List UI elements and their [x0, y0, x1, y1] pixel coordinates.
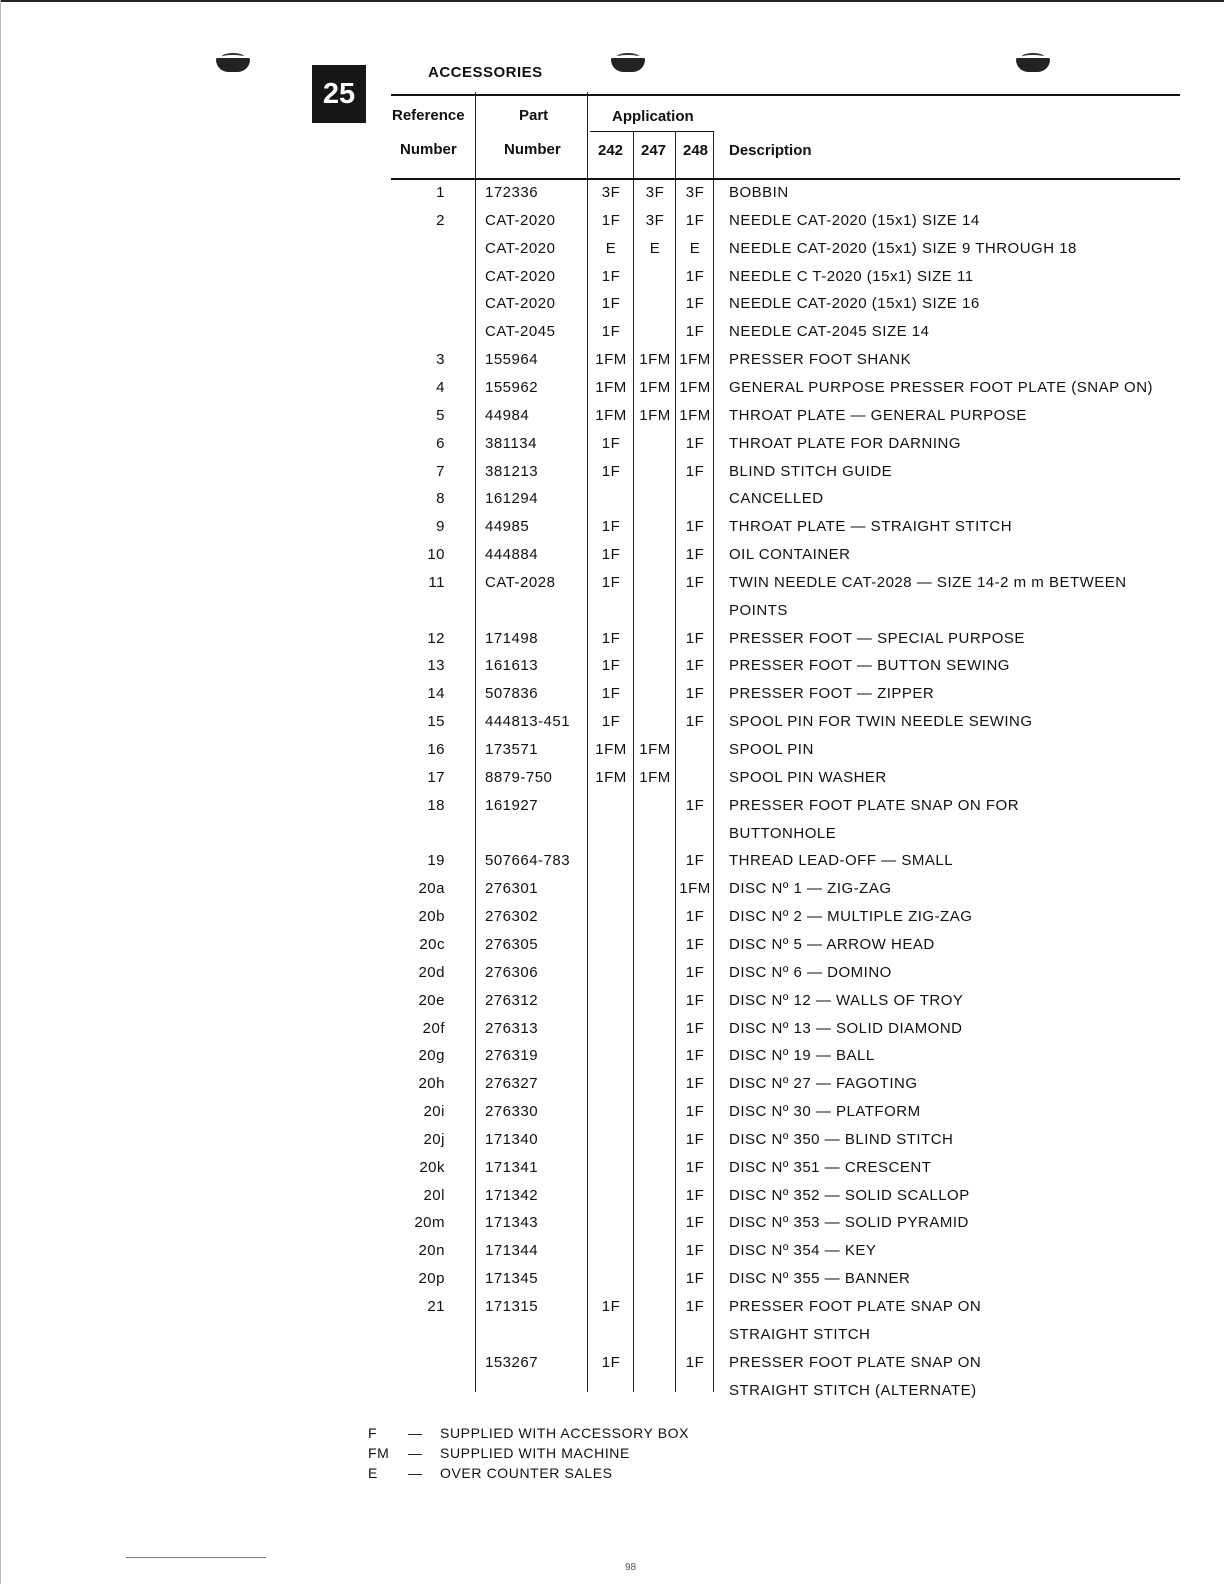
application-248-cell: 1F: [685, 629, 705, 647]
header-application: Application: [612, 108, 694, 125]
description-cell: BUTTONHOLE: [729, 824, 837, 842]
reference-number-cell: 17: [427, 768, 445, 786]
part-number-cell: 171344: [485, 1242, 539, 1260]
part-number-cell: 8879-750: [485, 768, 553, 786]
header-model-247: 247: [641, 142, 667, 159]
part-number-cell: 44984: [485, 406, 530, 424]
part-number-cell: 155964: [485, 351, 539, 369]
application-248-cell: 1F: [685, 1103, 705, 1121]
description-cell: PRESSER FOOT — ZIPPER: [729, 685, 935, 703]
description-cell: PRESSER FOOT — BUTTON SEWING: [729, 657, 1010, 675]
application-248-cell: 1F: [685, 1298, 705, 1315]
application-248-cell: 1F: [685, 1019, 705, 1037]
reference-number-cell: 20l: [423, 1186, 445, 1204]
application-248-cell: 1F: [685, 518, 705, 536]
application-248-cell: 1F: [685, 796, 705, 814]
application-248-cell: 1F: [685, 1214, 705, 1232]
reference-number-cell: 12: [427, 629, 445, 647]
header-reference: Reference: [392, 107, 465, 124]
reference-number-cell: 20g: [418, 1047, 445, 1065]
description-cell: THROAT PLATE — STRAIGHT STITCH: [729, 518, 1013, 536]
reference-number-cell: 8: [436, 490, 445, 508]
part-number-cell: 155962: [485, 378, 539, 396]
application-248-cell: 1F: [685, 1075, 705, 1093]
description-cell: DISC Nº 351 — CRESCENT: [729, 1158, 932, 1176]
part-number-cell: CAT-2020: [485, 239, 556, 257]
legend-dash: —: [408, 1425, 423, 1441]
header-model-248: 248: [683, 142, 709, 159]
application-248-cell: 1F: [685, 462, 705, 480]
part-number-cell: 276306: [485, 963, 539, 981]
application-247-cell: 1FM: [639, 351, 671, 369]
description-cell: BOBBIN: [729, 184, 789, 201]
description-cell: DISC Nº 355 — BANNER: [729, 1270, 911, 1288]
application-248-cell: 1FM: [679, 378, 711, 396]
reference-number-cell: 20m: [414, 1214, 445, 1232]
application-242-cell: 1FM: [595, 351, 627, 369]
application-248-cell: 1F: [685, 573, 705, 591]
application-242-cell: 1F: [601, 323, 621, 341]
application-248-cell: 1F: [685, 991, 705, 1009]
description-cell: THROAT PLATE FOR DARNING: [729, 434, 962, 452]
part-number-cell: 153267: [485, 1353, 539, 1371]
description-cell: DISC Nº 12 — WALLS OF TROY: [729, 991, 964, 1009]
reference-number-cell: 20j: [423, 1130, 445, 1148]
part-number-cell: 44985: [485, 518, 530, 536]
section-title: ACCESSORIES: [428, 64, 543, 81]
part-number-cell: 171315: [485, 1298, 539, 1315]
application-242-cell: 1FM: [595, 768, 627, 786]
description-cell: PRESSER FOOT PLATE SNAP ON: [729, 1298, 982, 1315]
application-248-cell: 1F: [685, 685, 705, 703]
application-242-cell: 1F: [601, 267, 621, 285]
description-cell: THROAT PLATE — GENERAL PURPOSE: [729, 406, 1027, 424]
application-242-cell: 1F: [601, 573, 621, 591]
part-number-cell: 171498: [485, 629, 539, 647]
part-number-cell: 276305: [485, 935, 539, 953]
description-cell: TWIN NEEDLE CAT-2028 — SIZE 14-2 m m BETWEEN: [729, 573, 1127, 591]
part-number-cell: CAT-2020: [485, 295, 556, 313]
reference-number-cell: 4: [436, 378, 445, 396]
part-number-cell: 507836: [485, 685, 539, 703]
description-cell: STRAIGHT STITCH: [729, 1325, 871, 1343]
application-247-cell: 1FM: [639, 741, 671, 758]
application-248-cell: 1F: [685, 1158, 705, 1176]
reference-number-cell: 21: [427, 1298, 445, 1315]
description-cell: DISC Nº 353 — SOLID PYRAMID: [729, 1214, 969, 1232]
application-248-cell: 1F: [685, 1353, 705, 1371]
application-248-cell: 1F: [685, 1186, 705, 1204]
application-247-cell: E: [649, 239, 661, 257]
application-242-cell: E: [605, 239, 617, 257]
part-number-cell: CAT-2028: [485, 573, 556, 591]
legend-text: OVER COUNTER SALES: [440, 1465, 613, 1481]
application-247-cell: 1FM: [639, 378, 671, 396]
description-cell: NEEDLE CAT-2020 (15x1) SIZE 14: [729, 211, 980, 229]
part-number-cell: CAT-2045: [485, 323, 556, 341]
application-247-cell: 3F: [645, 211, 665, 229]
application-242-cell: 1F: [601, 518, 621, 536]
application-248-cell: 1F: [685, 434, 705, 452]
reference-number-cell: 20d: [418, 963, 445, 981]
part-number-cell: 444813-451: [485, 713, 571, 731]
reference-number-cell: 20c: [419, 935, 445, 953]
legend-dash: —: [408, 1465, 423, 1481]
reference-number-cell: 20a: [418, 880, 445, 898]
description-cell: DISC Nº 30 — PLATFORM: [729, 1103, 921, 1121]
description-cell: PRESSER FOOT — SPECIAL PURPOSE: [729, 629, 1025, 647]
application-248-cell: 1F: [685, 713, 705, 731]
application-248-cell: 1F: [685, 1130, 705, 1148]
section-number-badge: 25: [312, 65, 366, 123]
application-242-cell: 1F: [601, 685, 621, 703]
description-cell: DISC Nº 2 — MULTIPLE ZIG-ZAG: [729, 908, 973, 926]
part-number-cell: 381213: [485, 462, 539, 480]
part-number-cell: 276330: [485, 1103, 539, 1121]
part-number-cell: 444884: [485, 546, 539, 564]
description-cell: DISC Nº 6 — DOMINO: [729, 963, 892, 981]
description-cell: DISC Nº 13 — SOLID DIAMOND: [729, 1019, 963, 1037]
application-242-cell: 1F: [601, 211, 621, 229]
application-242-cell: 1F: [601, 295, 621, 313]
legend-key: E: [368, 1465, 378, 1481]
reference-number-cell: 13: [427, 657, 445, 675]
description-cell: PRESSER FOOT SHANK: [729, 351, 912, 369]
part-number-cell: 171340: [485, 1130, 539, 1148]
application-242-cell: 1FM: [595, 741, 627, 758]
application-247-cell: 1FM: [639, 406, 671, 424]
application-242-cell: 1F: [601, 434, 621, 452]
legend-text: SUPPLIED WITH MACHINE: [440, 1445, 630, 1461]
application-248-cell: 1F: [685, 852, 705, 870]
part-number-cell: 276319: [485, 1047, 539, 1065]
reference-number-cell: 6: [436, 434, 445, 452]
application-242-cell: 1FM: [595, 378, 627, 396]
application-242-cell: 1F: [601, 1353, 621, 1371]
application-248-cell: 1F: [685, 1047, 705, 1065]
part-number-cell: 276327: [485, 1075, 539, 1093]
application-248-cell: 1F: [685, 323, 705, 341]
bottom-scan-mark: [126, 1557, 266, 1558]
application-248-cell: 1F: [685, 1270, 705, 1288]
application-247-cell: 3F: [645, 184, 665, 201]
part-number-cell: 276312: [485, 991, 539, 1009]
part-number-cell: CAT-2020: [485, 211, 556, 229]
part-number-cell: 381134: [485, 434, 537, 452]
reference-number-cell: 11: [428, 573, 445, 591]
part-number-cell: 507664-783: [485, 852, 571, 870]
description-cell: OIL CONTAINER: [729, 546, 851, 564]
application-242-cell: 3F: [601, 184, 621, 201]
description-cell: BLIND STITCH GUIDE: [729, 462, 893, 480]
part-number-cell: 276301: [485, 880, 539, 898]
description-cell: SPOOL PIN FOR TWIN NEEDLE SEWING: [729, 713, 1033, 731]
part-number-cell: 173571: [485, 741, 539, 758]
application-248-cell: E: [689, 239, 701, 257]
application-248-cell: 1FM: [679, 880, 711, 898]
application-248-cell: 1F: [685, 1242, 705, 1260]
reference-number-cell: 7: [436, 462, 445, 480]
page-number: 98: [625, 1562, 637, 1573]
part-number-cell: 276313: [485, 1019, 539, 1037]
part-number-cell: 161613: [485, 657, 539, 675]
part-number-cell: 161927: [485, 796, 539, 814]
description-cell: SPOOL PIN: [729, 741, 814, 758]
reference-number-cell: 16: [427, 741, 445, 758]
application-242-cell: 1F: [601, 1298, 621, 1315]
description-cell: NEEDLE C T-2020 (15x1) SIZE 11: [729, 267, 974, 285]
reference-number-cell: 20e: [418, 991, 445, 1009]
description-cell: NEEDLE CAT-2020 (15x1) SIZE 16: [729, 295, 980, 313]
description-cell: CANCELLED: [729, 490, 824, 508]
description-cell: DISC Nº 1 — ZIG-ZAG: [729, 880, 892, 898]
application-248-cell: 1F: [685, 908, 705, 926]
reference-number-cell: 2: [436, 211, 445, 229]
application-248-cell: 1F: [685, 935, 705, 953]
description-cell: NEEDLE CAT-2045 SIZE 14: [729, 323, 930, 341]
reference-number-cell: 15: [427, 713, 445, 731]
legend-key: F: [368, 1425, 378, 1441]
application-242-cell: 1F: [601, 629, 621, 647]
description-cell: PRESSER FOOT PLATE SNAP ON: [729, 1353, 982, 1371]
header-part-number: Number: [504, 141, 561, 158]
legend-key: FM: [368, 1445, 390, 1461]
description-cell: DISC Nº 354 — KEY: [729, 1242, 877, 1260]
part-number-cell: CAT-2020: [485, 267, 556, 285]
application-248-cell: 1F: [685, 295, 705, 313]
application-248-cell: 1F: [685, 211, 705, 229]
application-242-cell: 1F: [601, 657, 621, 675]
reference-number-cell: 20p: [418, 1270, 445, 1288]
application-242-cell: 1F: [601, 546, 621, 564]
description-cell: SPOOL PIN WASHER: [729, 768, 887, 786]
application-247-cell: 1FM: [639, 768, 671, 786]
reference-number-cell: 20k: [419, 1158, 445, 1176]
reference-number-cell: 20i: [423, 1103, 445, 1121]
application-248-cell: 1FM: [679, 406, 711, 424]
part-number-cell: 171345: [485, 1270, 539, 1288]
reference-number-cell: 20n: [418, 1242, 445, 1260]
description-cell: DISC Nº 350 — BLIND STITCH: [729, 1130, 954, 1148]
description-cell: NEEDLE CAT-2020 (15x1) SIZE 9 THROUGH 18: [729, 239, 1077, 257]
header-description: Description: [729, 142, 812, 159]
description-cell: POINTS: [729, 601, 788, 619]
description-cell: DISC Nº 5 — ARROW HEAD: [729, 935, 935, 953]
description-cell: THREAD LEAD-OFF — SMALL: [729, 852, 954, 870]
reference-number-cell: 20b: [418, 908, 445, 926]
part-number-cell: 172336: [485, 184, 539, 201]
description-cell: GENERAL PURPOSE PRESSER FOOT PLATE (SNAP ON): [729, 378, 1154, 396]
application-242-cell: 1FM: [595, 406, 627, 424]
reference-number-cell: 10: [427, 546, 445, 564]
part-number-cell: 171342: [485, 1186, 539, 1204]
application-248-cell: 3F: [685, 184, 705, 201]
reference-number-cell: 1: [436, 184, 445, 201]
application-248-cell: 1FM: [679, 351, 711, 369]
header-part: Part: [519, 107, 549, 124]
reference-number-cell: 20h: [418, 1075, 445, 1093]
application-242-cell: 1F: [601, 713, 621, 731]
reference-number-cell: 19: [427, 852, 445, 870]
application-248-cell: 1F: [685, 267, 705, 285]
legend-dash: —: [408, 1445, 423, 1461]
description-cell: PRESSER FOOT PLATE SNAP ON FOR: [729, 796, 1020, 814]
description-cell: DISC Nº 19 — BALL: [729, 1047, 875, 1065]
description-cell: STRAIGHT STITCH (ALTERNATE): [729, 1381, 977, 1399]
application-248-cell: 1F: [685, 963, 705, 981]
reference-number-cell: 14: [427, 685, 445, 703]
reference-number-cell: 18: [427, 796, 445, 814]
reference-number-cell: 3: [436, 351, 445, 369]
description-cell: DISC Nº 27 — FAGOTING: [729, 1075, 918, 1093]
part-number-cell: 276302: [485, 908, 539, 926]
part-number-cell: 171343: [485, 1214, 539, 1232]
part-number-cell: 171341: [485, 1158, 539, 1176]
application-242-cell: 1F: [601, 462, 621, 480]
application-248-cell: 1F: [685, 546, 705, 564]
description-cell: DISC Nº 352 — SOLID SCALLOP: [729, 1186, 970, 1204]
reference-number-cell: 5: [436, 406, 445, 424]
header-model-242: 242: [598, 142, 624, 159]
application-248-cell: 1F: [685, 657, 705, 675]
reference-number-cell: 9: [436, 518, 445, 536]
legend-text: SUPPLIED WITH ACCESSORY BOX: [440, 1425, 690, 1441]
part-number-cell: 161294: [485, 490, 539, 508]
header-reference-number: Number: [400, 141, 457, 158]
reference-number-cell: 20f: [422, 1019, 445, 1037]
